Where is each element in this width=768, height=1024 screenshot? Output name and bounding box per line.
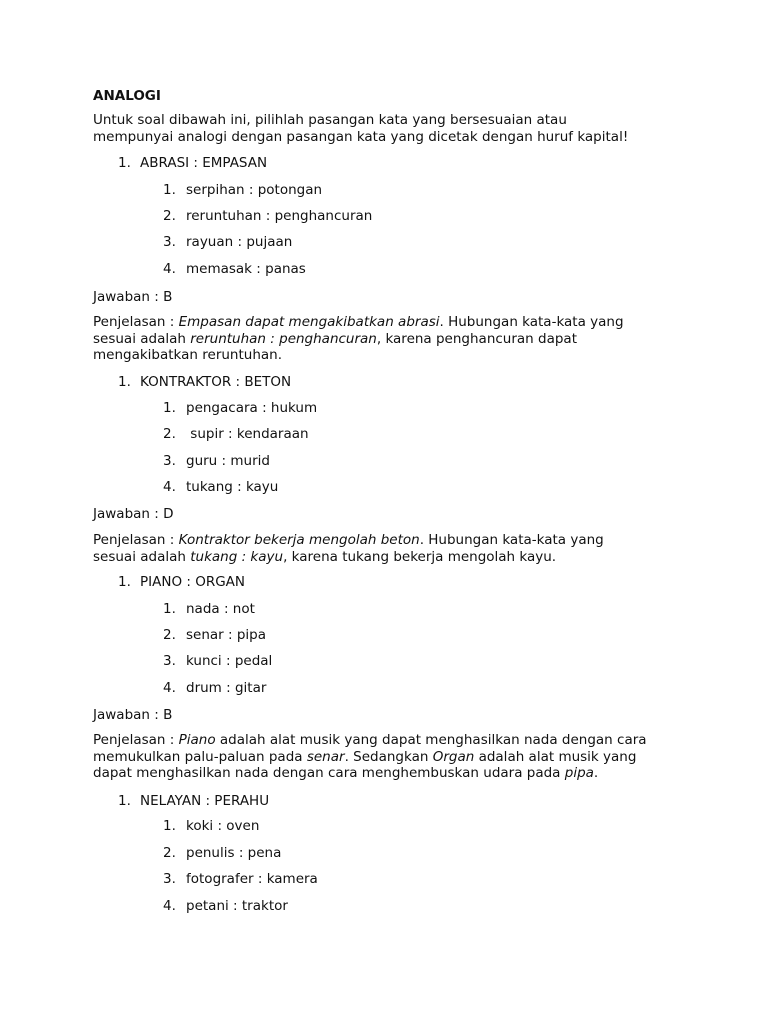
explanation-line (93, 314, 693, 331)
option-item (163, 479, 278, 495)
explanation-paragraph (93, 314, 693, 364)
explanation-run: adalah alat musik yang dapat menghasilkan nada dengan cara (215, 732, 647, 748)
intro-paragraph (93, 112, 693, 145)
option-item (163, 261, 306, 277)
question-text: KONTRAKTOR : BETON (140, 374, 292, 390)
option-item (163, 898, 288, 914)
explanation-line (93, 347, 693, 364)
option-text: penulis : pena (186, 845, 282, 861)
option-number: 4. (163, 261, 176, 277)
explanation-italic-run: reruntuhan : penghancuran (190, 330, 377, 347)
option-number: 2. (163, 208, 176, 224)
explanation-line (93, 532, 693, 549)
question-number: 1. (118, 374, 131, 390)
question-number: 1. (118, 155, 131, 171)
explanation-line (93, 331, 693, 348)
explanation-italic-run: senar (306, 748, 345, 765)
explanation-line (93, 749, 693, 766)
option-number: 2. (163, 845, 176, 861)
option-text: reruntuhan : penghancuran (186, 208, 373, 224)
intro-line: Untuk soal dibawah ini, pilihlah pasangan kata yang bersesuaian atau (93, 112, 567, 128)
option-text: kunci : pedal (186, 653, 273, 669)
explanation-run: dapat menghasilkan nada dengan cara menghembuskan udara pada (93, 765, 565, 781)
explanation-run: Penjelasan : (93, 532, 179, 548)
explanation-italic-run: Empasan dapat mengakibatkan abrasi (178, 314, 440, 330)
explanation-italic-run: tukang : kayu (190, 548, 284, 565)
option-number: 1. (163, 400, 176, 416)
explanation-paragraph (93, 532, 693, 565)
option-text: supir : kendaraan (186, 426, 309, 442)
answer-line: Jawaban : B (93, 289, 173, 305)
option-number: 3. (163, 234, 176, 250)
explanation-run: , karena penghancuran dapat (376, 330, 578, 347)
option-number: 1. (163, 818, 176, 834)
option-text: senar : pipa (186, 627, 267, 643)
option-number: 4. (163, 680, 176, 696)
explanation-italic-run: pipa (564, 765, 594, 781)
option-text: serpihan : potongan (186, 182, 323, 198)
explanation-run: . Hubungan kata-kata yang (439, 314, 624, 330)
explanation-run: sesuai adalah (93, 548, 191, 565)
explanation-run: . Sedangkan (344, 748, 433, 765)
option-text: pengacara : hukum (186, 400, 318, 416)
explanation-line (93, 549, 693, 566)
question-stem (118, 793, 269, 809)
option-number: 1. (163, 601, 176, 617)
option-item (163, 208, 372, 224)
question-text: PIANO : ORGAN (140, 574, 246, 590)
explanation-paragraph (93, 732, 693, 782)
option-item (163, 627, 266, 643)
explanation-italic-run: Organ (432, 748, 475, 765)
explanation-line (93, 732, 693, 749)
option-item (163, 400, 317, 416)
option-text: nada : not (186, 601, 255, 617)
document-title: ANALOGI (93, 88, 161, 104)
intro-line: mempunyai analogi dengan pasangan kata yang dicetak dengan huruf kapital! (93, 128, 629, 145)
question-stem (118, 155, 267, 171)
option-item (163, 818, 259, 834)
explanation-run: . Hubungan kata-kata yang (419, 532, 604, 548)
option-text: drum : gitar (186, 680, 267, 696)
explanation-run: memukulkan palu-paluan pada (93, 748, 307, 765)
answer-line: Jawaban : B (93, 707, 173, 723)
explanation-run: , karena tukang bekerja mengolah kayu. (283, 548, 557, 565)
explanation-italic-run: Kontraktor bekerja mengolah beton (178, 532, 420, 548)
explanation-line (93, 765, 693, 782)
option-item (163, 453, 270, 469)
option-number: 3. (163, 871, 176, 887)
question-stem (118, 374, 291, 390)
question-stem (118, 574, 245, 590)
option-text: rayuan : pujaan (186, 234, 293, 250)
option-number: 2. (163, 627, 176, 643)
option-number: 4. (163, 898, 176, 914)
explanation-run: . (593, 765, 599, 781)
explanation-run: Penjelasan : (93, 314, 179, 330)
option-item (163, 426, 309, 442)
question-text: NELAYAN : PERAHU (140, 793, 270, 809)
option-number: 1. (163, 182, 176, 198)
question-number: 1. (118, 574, 131, 590)
explanation-run: adalah alat musik yang (474, 748, 637, 765)
option-item (163, 680, 266, 696)
option-text: fotografer : kamera (186, 871, 318, 887)
question-number: 1. (118, 793, 131, 809)
option-number: 3. (163, 653, 176, 669)
option-item (163, 182, 322, 198)
option-item (163, 871, 318, 887)
answer-line: Jawaban : D (93, 506, 174, 522)
option-number: 2. (163, 426, 176, 442)
option-item (163, 653, 272, 669)
option-item (163, 601, 255, 617)
option-text: guru : murid (186, 453, 270, 469)
explanation-run: Penjelasan : (93, 732, 179, 748)
question-text: ABRASI : EMPASAN (140, 155, 268, 171)
option-item (163, 234, 292, 250)
explanation-italic-run: Piano (178, 732, 216, 748)
option-item (163, 845, 281, 861)
option-text: koki : oven (186, 818, 260, 834)
explanation-run: sesuai adalah (93, 330, 191, 347)
explanation-run: mengakibatkan reruntuhan. (93, 347, 283, 363)
option-number: 3. (163, 453, 176, 469)
option-text: tukang : kayu (186, 479, 279, 495)
option-text: petani : traktor (186, 898, 288, 914)
option-number: 4. (163, 479, 176, 495)
option-text: memasak : panas (186, 261, 306, 277)
